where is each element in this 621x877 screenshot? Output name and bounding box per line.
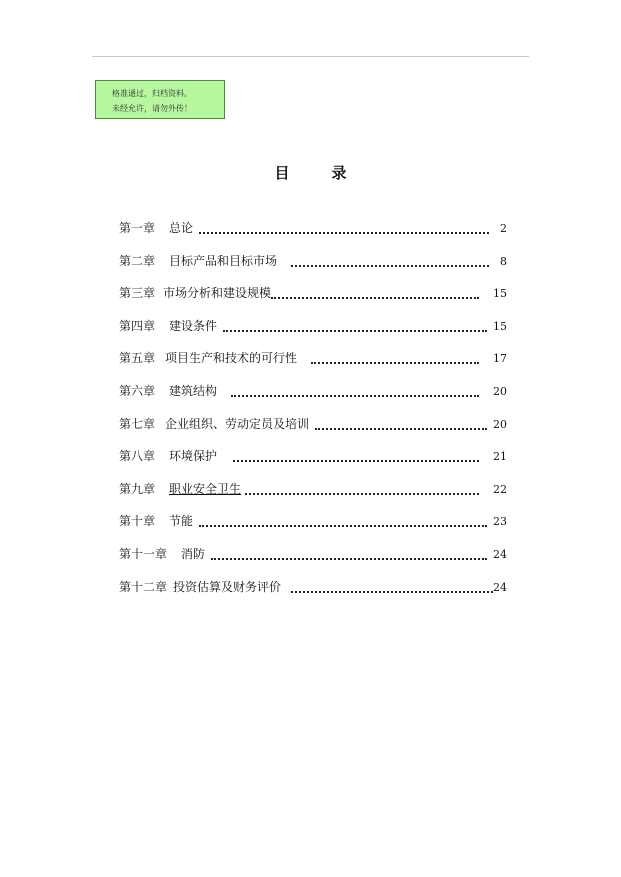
header-rule [92, 56, 529, 57]
toc-chapter-number: 第九章 [119, 481, 156, 496]
toc-page-number: 24 [493, 580, 507, 594]
toc-page-number: 24 [493, 547, 507, 561]
toc-page-number: 20 [493, 384, 507, 398]
toc-chapter-number: 第三章 [119, 286, 156, 301]
toc-chapter-title: 总论 [169, 221, 194, 235]
toc-page-number: 17 [493, 352, 507, 366]
toc-entry[interactable] [119, 546, 507, 579]
toc-leader-dots [291, 253, 489, 267]
toc-chapter-title: 职业安全卫生 [169, 481, 242, 496]
notice-line-1: 格准通过，归档资料。 [112, 89, 192, 98]
toc-chapter-title: 企业组织、劳动定员及培训 [165, 416, 310, 431]
toc-chapter-title: 目标产品和目标市场 [169, 253, 278, 268]
toc-chapter-title: 投资估算及财务评价 [173, 579, 282, 594]
toc-entry[interactable] [119, 253, 507, 286]
toc-title-char-1: 目 [274, 164, 290, 182]
toc-leader-dots [291, 579, 493, 593]
toc-entry[interactable] [119, 318, 507, 351]
toc-chapter-number: 第十章 [119, 514, 156, 529]
toc-leader-dots [231, 383, 479, 397]
toc-page-number: 15 [493, 287, 507, 301]
toc-entry[interactable] [119, 383, 507, 416]
table-of-contents [119, 220, 507, 611]
toc-entry[interactable] [119, 448, 507, 481]
toc-chapter-number: 第八章 [119, 449, 156, 464]
toc-page-number: 8 [500, 254, 507, 268]
toc-chapter-title: 消防 [181, 546, 206, 561]
toc-leader-dots [211, 546, 487, 560]
notice-line-2: 未经允许，请勿外传！ [112, 104, 192, 113]
toc-entry[interactable] [119, 513, 507, 546]
toc-page-number: 22 [493, 482, 507, 496]
toc-entry[interactable] [119, 481, 507, 514]
toc-leader-dots [311, 350, 479, 364]
toc-title [0, 162, 621, 183]
toc-chapter-number: 第十一章 [119, 546, 168, 561]
toc-page-number: 2 [500, 222, 507, 235]
toc-leader-dots [199, 513, 487, 527]
toc-chapter-number: 第一章 [119, 221, 156, 235]
toc-chapter-number: 第十二章 [119, 579, 168, 594]
toc-chapter-title: 节能 [169, 514, 194, 529]
toc-chapter-title: 环境保护 [169, 449, 218, 464]
toc-chapter-title: 建设条件 [169, 318, 218, 333]
toc-entry[interactable] [119, 220, 507, 253]
toc-leader-dots [223, 318, 487, 332]
toc-entry[interactable] [119, 416, 507, 449]
toc-leader-dots [271, 285, 479, 299]
toc-leader-dots [315, 416, 487, 430]
toc-leader-dots [233, 448, 479, 462]
toc-chapter-number: 第七章 [119, 416, 156, 431]
toc-entry[interactable] [119, 350, 507, 383]
toc-chapter-title: 项目生产和技术的可行性 [165, 351, 298, 366]
toc-chapter-number: 第四章 [119, 318, 156, 333]
toc-chapter-title: 建筑结构 [169, 383, 218, 398]
toc-entry[interactable] [119, 579, 507, 612]
toc-page-number: 21 [493, 450, 507, 464]
toc-leader-dots [245, 481, 479, 495]
toc-page-number: 15 [493, 319, 507, 333]
toc-title-char-2: 录 [331, 164, 347, 182]
toc-leader-dots [199, 220, 489, 234]
notice-stamp [95, 80, 225, 119]
toc-page-number: 23 [493, 515, 507, 529]
toc-chapter-number: 第六章 [119, 383, 156, 398]
toc-chapter-number: 第五章 [119, 351, 156, 366]
toc-chapter-number: 第二章 [119, 253, 156, 268]
toc-entry[interactable] [119, 285, 507, 318]
toc-chapter-title: 市场分析和建设规模 [163, 286, 272, 301]
toc-page-number: 20 [493, 417, 507, 431]
